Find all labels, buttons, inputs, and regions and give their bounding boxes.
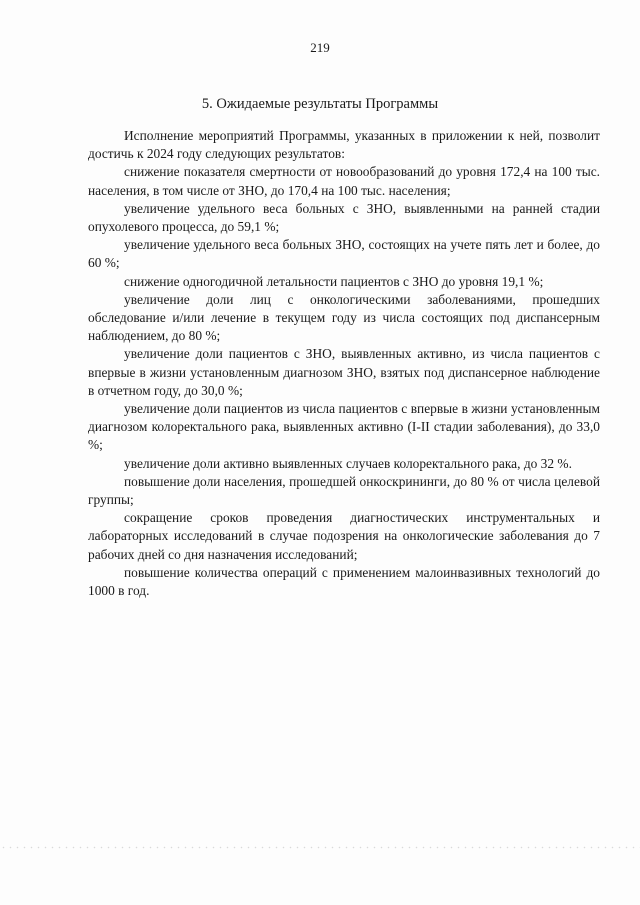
result-item-colorectal-cases: увеличение доли активно выявленных случаев колоректального рака, до 32 %. — [124, 455, 572, 471]
result-item-screening: повышение доли населения, прошедшей онкоскрининги, до 80 % от числа целевой группы; — [88, 473, 600, 508]
result-item-mortality: снижение показателя смертности от новообразований до уровня 172,4 на 100 тыс. населения, в том числе от ЗНО, до 170,4 на 100 тыс. населения; — [88, 164, 600, 198]
document-body — [88, 127, 600, 600]
page-number: 219 — [310, 40, 330, 55]
result-item-active-detection: увеличение доли пациентов с ЗНО, выявленных активно, из числа пациентов с впервые в жизни установленным диагнозом ЗНО, взятых под диспансерное наблюдение в отчетном году, до 30,0 %; — [88, 346, 600, 398]
scan-artifact-line — [0, 846, 640, 849]
result-item-examined-share: увеличение доли лиц с онкологическими заболеваниями, прошедших обследование и/или лечение в текущем году из числа состоящих под диспансерным наблюдением, до 80 %; — [88, 291, 600, 344]
result-item-five-year: увеличение удельного веса больных ЗНО, состоящих на учете пять лет и более, до 60 %; — [88, 237, 600, 271]
intro-paragraph: Исполнение мероприятий Программы, указанных в приложении к ней, позволит достичь к 2024 году следующих результатов: — [88, 128, 600, 162]
result-item-colorectal-active: увеличение доли пациентов из числа пациентов с впервые в жизни установленным диагнозом колоректального рака, выявленных активно (I-II стадии заболевания), до 33,0 %; — [88, 401, 600, 453]
result-item-early-stage: увеличение удельного веса больных с ЗНО, выявленными на ранней стадии опухолевого процесса, до 59,1 %; — [88, 200, 600, 235]
section-title: 5. Ожидаемые результаты Программы — [201, 96, 439, 112]
result-item-one-year-lethality: снижение одногодичной летальности пациентов с ЗНО до уровня 19,1 %; — [124, 273, 544, 289]
result-item-diagnostic-terms: сокращение сроков проведения диагностических инструментальных и лабораторных исследований в случае подозрения на онкологические заболевания до 7 рабочих дней со дня назначения исследований; — [88, 510, 600, 562]
result-item-minimally-invasive: повышение количества операций с применением малоинвазивных технологий до 1000 в год. — [88, 564, 600, 599]
